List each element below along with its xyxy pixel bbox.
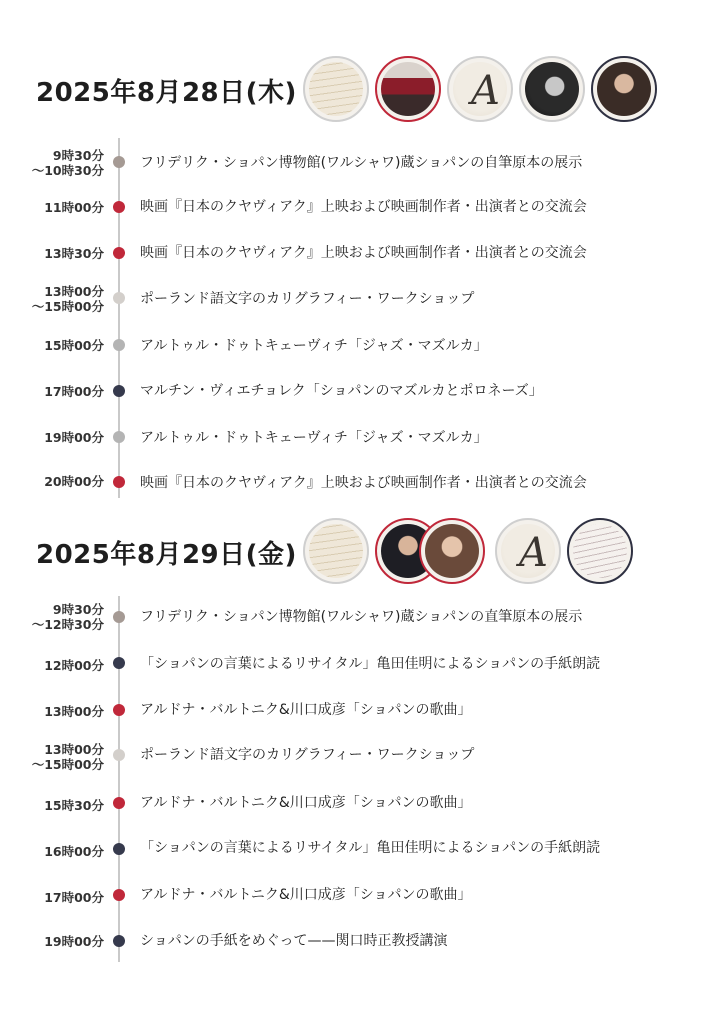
event-title: フリデリク・ショパン博物館(ワルシャワ)蔵ショパンの自筆原本の展示 [140, 155, 583, 171]
date-heading: 2025年8月29日(金) [36, 540, 297, 570]
event-title: 映画『日本のクヤヴィアク』上映および映画制作者・出演者との交流会 [140, 199, 587, 215]
timeline-dot [113, 476, 125, 488]
timeline-dot [113, 935, 125, 947]
event-title: ポーランド語文字のカリグラフィー・ワークショップ [140, 747, 475, 763]
event-title: アルトゥル・ドゥトキェーヴィチ「ジャズ・マズルカ」 [140, 338, 488, 354]
timeline-dot [113, 749, 125, 761]
schedule-row [0, 698, 724, 738]
timeline-dot [113, 704, 125, 716]
schedule-row [0, 742, 724, 782]
schedule-row [0, 882, 724, 922]
singer-portrait-thumbnail [419, 518, 485, 584]
event-title: アルドナ・バルトニク&川口成彦「ショパンの歌曲」 [140, 795, 472, 811]
letter-thumbnail [567, 518, 633, 584]
pianist-photo-thumbnail [519, 56, 585, 122]
event-time: 9時30分 〜12時30分 [31, 602, 104, 632]
event-title: アルドナ・バルトニク&川口成彦「ショパンの歌曲」 [140, 702, 472, 718]
event-time: 13時00分 〜15時00分 [31, 284, 104, 314]
timeline-dot [113, 292, 125, 304]
event-title: 映画『日本のクヤヴィアク』上映および映画制作者・出演者との交流会 [140, 245, 587, 261]
schedule-row [0, 836, 724, 876]
performers-photo-thumbnail [375, 56, 441, 122]
event-title: ポーランド語文字のカリグラフィー・ワークショップ [140, 291, 475, 307]
event-time: 17時00分 [44, 384, 104, 399]
event-time: 19時00分 [44, 430, 104, 445]
schedule-row [0, 378, 724, 418]
event-time: 13時00分 〜15時00分 [31, 742, 104, 772]
event-time: 13時30分 [44, 246, 104, 261]
event-time: 16時00分 [44, 844, 104, 859]
event-time: 9時30分 〜10時30分 [31, 148, 104, 178]
event-time: 19時00分 [44, 934, 104, 949]
timeline-dot [113, 201, 125, 213]
event-title: 映画『日本のクヤヴィアク』上映および映画制作者・出演者との交流会 [140, 475, 587, 491]
event-time: 15時00分 [44, 338, 104, 353]
event-title: アルトゥル・ドゥトキェーヴィチ「ジャズ・マズルカ」 [140, 430, 488, 446]
manuscript-thumbnail [303, 56, 369, 122]
timeline-dot [113, 797, 125, 809]
schedule-row [0, 192, 724, 232]
event-title: ショパンの手紙をめぐって——関口時正教授講演 [140, 933, 448, 949]
schedule-row [0, 146, 724, 186]
event-time: 12時00分 [44, 658, 104, 673]
event-title: フリデリク・ショパン博物館(ワルシャワ)蔵ショパンの直筆原本の展示 [140, 609, 583, 625]
schedule-row [0, 470, 724, 510]
schedule-row [0, 284, 724, 324]
schedule-row [0, 600, 724, 640]
event-time: 13時00分 [44, 704, 104, 719]
timeline-dot [113, 843, 125, 855]
timeline-dot [113, 385, 125, 397]
performer-portrait-thumbnail [591, 56, 657, 122]
calligraphy-thumbnail [447, 56, 513, 122]
timeline-dot [113, 889, 125, 901]
event-time: 20時00分 [44, 474, 104, 489]
event-title: アルドナ・バルトニク&川口成彦「ショパンの歌曲」 [140, 887, 472, 903]
event-time: 15時30分 [44, 798, 104, 813]
timeline-dot [113, 431, 125, 443]
timeline-dot [113, 657, 125, 669]
schedule-row [0, 424, 724, 464]
event-time: 11時00分 [44, 200, 104, 215]
timeline-dot [113, 247, 125, 259]
timeline-dot [113, 156, 125, 168]
schedule-row [0, 332, 724, 372]
timeline-dot [113, 611, 125, 623]
calligraphy-thumbnail [495, 518, 561, 584]
event-title: 「ショパンの言葉によるリサイタル」亀田佳明によるショパンの手紙朗読 [140, 840, 601, 856]
event-title: 「ショパンの言葉によるリサイタル」亀田佳明によるショパンの手紙朗読 [140, 656, 601, 672]
schedule-row [0, 238, 724, 278]
date-heading: 2025年8月28日(木) [36, 78, 297, 108]
schedule-row [0, 928, 724, 968]
manuscript-thumbnail [303, 518, 369, 584]
schedule-row [0, 652, 724, 692]
event-title: マルチン・ヴィエチョレク「ショパンのマズルカとポロネーズ」 [140, 383, 543, 399]
event-time: 17時00分 [44, 890, 104, 905]
schedule-row [0, 790, 724, 830]
timeline-dot [113, 339, 125, 351]
